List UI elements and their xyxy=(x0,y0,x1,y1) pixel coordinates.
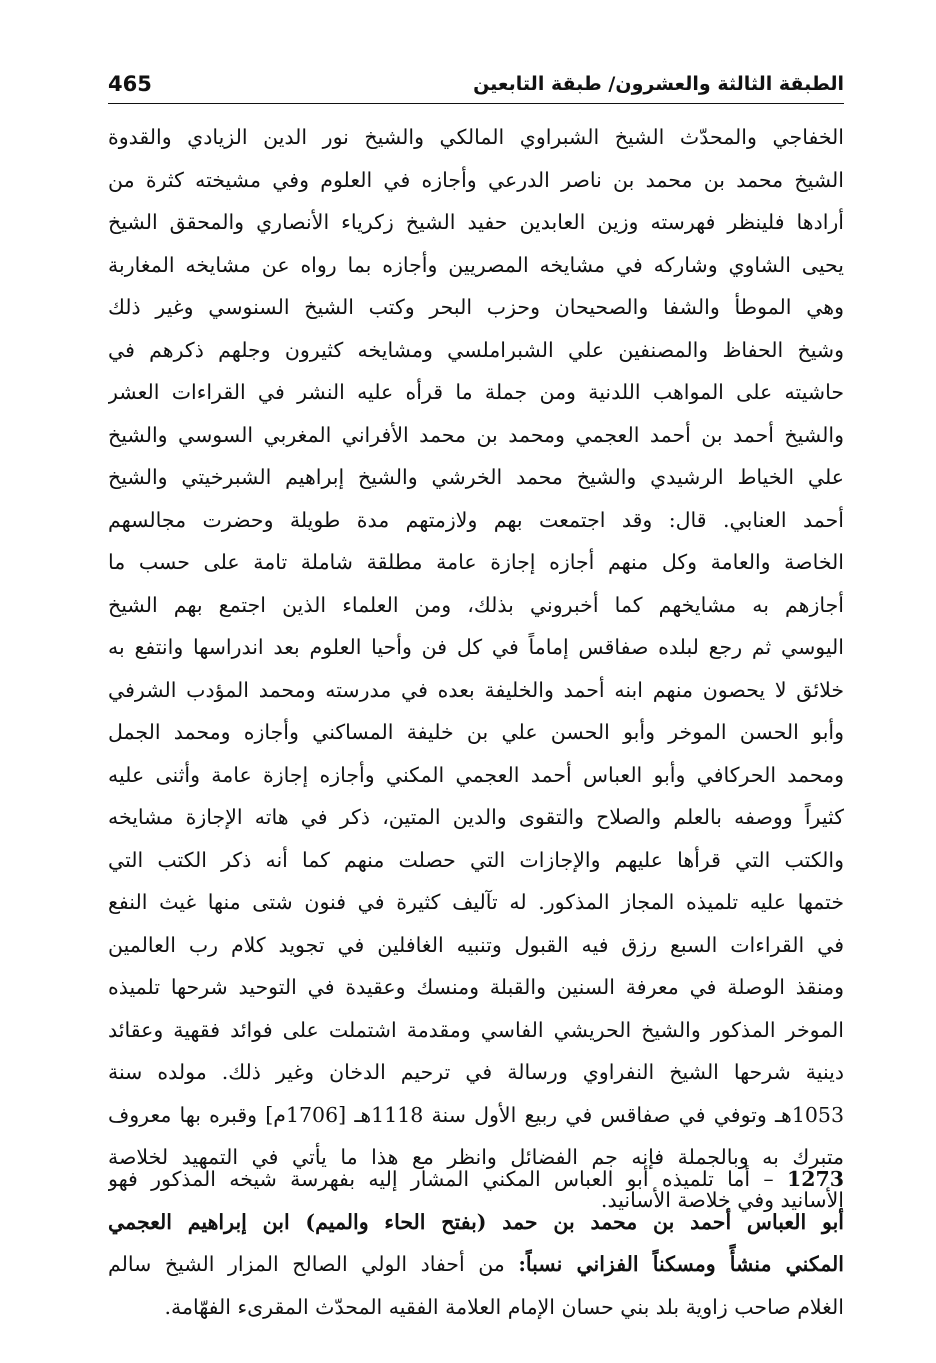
body-line: أجازهم به مشايخهم كما أخبروني بذلك، ومن العلماء الذين اجتمع بهم الشيخ xyxy=(108,592,844,617)
body-line: أحمد العنابي. قال: وقد اجتمعت بهم ولازمتهم مدة طويلة وحضرت مجالسهم xyxy=(108,507,844,532)
header-rule xyxy=(108,103,844,104)
body-line: والكتب التي قرأها عليهم والإجازات التي حصلت منهم كما أنه ذكر الكتب التي xyxy=(108,847,844,872)
body-line: خلائق لا يحصون منهم ابنه أحمد والخليفة بعده في مدرسته ومحمد المؤدب الشرفي xyxy=(108,677,844,702)
body-line: ومنقذ الوصلة في معرفة السنين والقبلة ومنسك وعقيدة في التوحيد شرحها تلميذه xyxy=(108,975,844,999)
page-header xyxy=(108,56,844,100)
body-line: دينية شرحها الشيخ النفراوي ورسالة في ترحيم الدخان وغير ذلك. مولده سنة xyxy=(108,1060,844,1084)
body-line: علي الخياط الرشيدي والشيخ محمد الخرشي والشيخ إبراهيم الشبرخيتي والشيخ xyxy=(108,465,844,489)
body-line: حاشيته على المواهب اللدنية ومن جملة ما قرأه عليه النشر في القراءات العشر xyxy=(108,380,844,404)
biography-entry-1273 xyxy=(108,1158,844,1328)
main-paragraph xyxy=(108,116,844,1221)
body-line: 1053هـ وتوفي في صفاقس في ربيع الأول سنة 1118هـ [1706م] وقبره بها معروف xyxy=(108,1102,844,1127)
entry-line-4: الغلام صاحب زاوية بلد بني حسان الإمام العلامة الفقيه المحدّث المقرىء الفهّامة. xyxy=(164,1294,844,1319)
body-line: الموخر المذكور والشيخ الحريشي الفاسي ومقدمة اشتملت على فوائد فقهية وعقائد xyxy=(108,1017,844,1042)
entry-line-1 xyxy=(108,1158,844,1201)
entry-line-3-text: من أحفاد الولي الصالح المزار الشيخ سالم xyxy=(108,1252,519,1276)
body-line: متبرك به وبالجملة فإنه جم الفضائل وانظر مع هذا ما يأتي في التمهيد لخلاصة xyxy=(108,1145,844,1169)
body-line: ختمها عليه تلميذه المجاز المذكور. له تآليف كثيرة في فنون شتى منها غيث النفع xyxy=(108,890,844,914)
body-line: كثيراً ووصفه بالعلم والصلاح والتقوى والدين المتين، ذكر في هاته الإجازة مشايخه xyxy=(108,805,844,829)
body-line: في القراءات السبع رزق فيه القبول وتنبيه الغافلين في تجويد كلام رب العالمين xyxy=(108,932,844,957)
body-line: وأبو الحسن الموخر وأبو الحسن علي بن خليفة المساكني وأجازه ومحمد الجمل xyxy=(108,720,844,744)
running-title: الطبقة الثالثة والعشرون/ طبقة التابعين xyxy=(473,73,844,95)
page-number: 465 xyxy=(108,72,152,96)
entry-line-3 xyxy=(108,1243,844,1286)
body-line: الشيخ محمد بن محمد بن ناصر الدرعي وأجازه في العلوم وفي مشيخته كثرة من xyxy=(108,167,844,192)
body-line: الأسانيد وفي خلاصة الأسانيد. xyxy=(600,1187,844,1212)
entry-number: 1273 xyxy=(786,1167,844,1191)
entry-intro-text: – أما تلميذه أبو العباس المكني المشار إليه بفهرسة شيخه المذكور فهو xyxy=(108,1167,787,1191)
body-line: ومحمد الحركافي وأبو العباس أحمد العجمي المكني وأجازه إجازة عامة وأثنى عليه xyxy=(108,762,844,787)
body-line: أرادها فلينظر فهرسته وزين العابدين حفيد الشيخ زكرياء الأنصاري والمحقق الشيخ xyxy=(108,210,844,234)
body-line: الخفاجي والمحدّث الشيخ الشبراوي المالكي والشيخ نور الدين الزيادي والقدوة xyxy=(108,125,844,149)
body-line: وهي الموطأ والشفا والصحيحان وحزب البحر وكتب الشيخ السنوسي وغير ذلك xyxy=(108,295,844,319)
body-line: اليوسي ثم رجع لبلده صفاقس إماماً في كل فن وأحيا العلوم بعد اندراسها وانتفع به xyxy=(108,635,844,659)
body-line: وشيخ الحفاظ والمصنفين علي الشبراملسي ومشايخه كثيرون وجلهم ذكرهم في xyxy=(108,337,844,362)
body-line: والشيخ أحمد بن أحمد العجمي ومحمد بن محمد الأفراني المغربي السوسي والشيخ xyxy=(108,422,844,447)
body-line: الخاصة والعامة وكل منهم أجازه إجازة عامة مطلقة شاملة تامة على حسب ما xyxy=(108,550,844,574)
entry-name-heading-cont: المكني منشأً ومسكناً الفزاني نسباً: xyxy=(518,1252,844,1276)
body-line: يحيى الشاوي وشاركه في مشايخه المصريين وأجازه بما رواه عن مشايخه المغاربة xyxy=(108,252,844,277)
entry-name-heading: أبو العباس أحمد بن محمد بن حمد (بفتح الحاء والميم) ابن إبراهيم العجمي xyxy=(108,1209,844,1234)
entry-line-2 xyxy=(108,1201,844,1244)
